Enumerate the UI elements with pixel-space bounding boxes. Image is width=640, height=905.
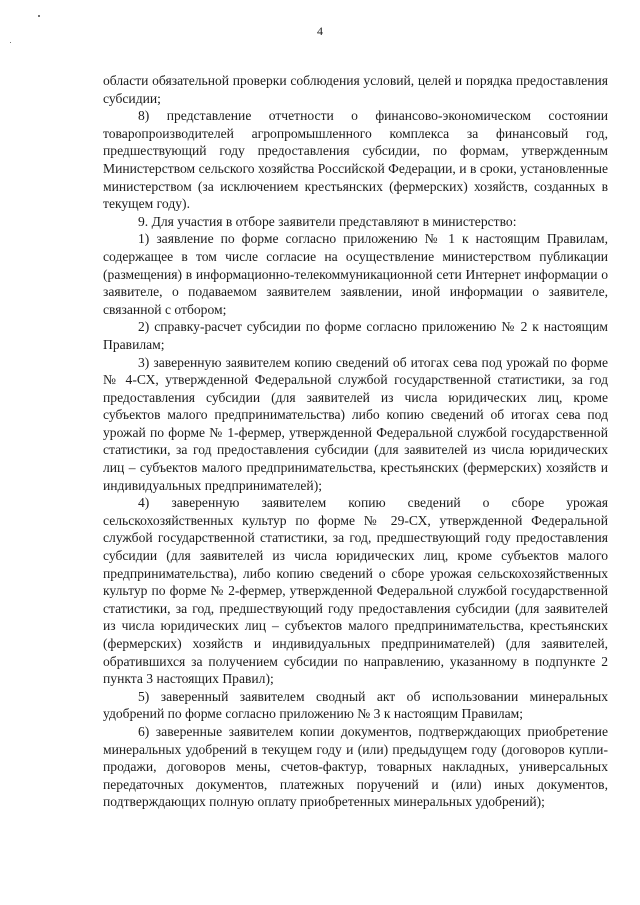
document-body [103,72,608,811]
scan-speck [38,15,40,17]
paragraph: 6) заверенные заявителем копии документов, подтверждающих приобретение минеральных удобрений в текущем году и (или) предыдущем году (договоров купли-продажи, договоров мены, счетов-фактур, товарных накладных, универсальных передаточных документов, платежных поручений и (или) иных документов, подтверждающих полную оплату приобретенных минеральных удобрений); [103,723,608,810]
paragraph: 3) заверенную заявителем копию сведений об итогах сева под урожай по форме № 4-СХ, утвержденной Федеральной службой государственной статистики, за год предоставления субсидии (для заявителей из числа юридических лиц, кроме субъектов малого предпринимательства) либо копию сведений об итогах сева под урожай по форме № 1-фермер, утвержденной Федеральной службой государственной статистики, за год предоставления субсидии (для заявителей из числа юридических лиц – субъектов малого предпринимательства, крестьянских (фермерских) хозяйств и индивидуальных предпринимателей); [103,354,608,493]
paragraph: 2) справку-расчет субсидии по форме согласно приложению № 2 к настоящим Правилам; [103,319,608,352]
paragraph: области обязательной проверки соблюдения условий, целей и порядка предоставления субсидии; [103,73,608,106]
paragraph: 5) заверенный заявителем сводный акт об использовании минеральных удобрений по форме согласно приложению № 3 к настоящим Правилам; [103,688,608,722]
scan-speck [10,42,11,43]
page-number: 4 [317,24,323,38]
paragraph: 4) заверенную заявителем копию сведений о сборе урожая сельскохозяйственных культур по форме № 29-СХ, утвержденной Федеральной службой государственной статистики, за год, предшествующий году предоставления субсидии (для заявителей из числа юридических лиц, кроме субъектов малого предпринимательства), либо копию сведений о сборе урожая сельскохозяйственных культур по форме № 2-фермер, утвержденной Федеральной службой государственной статистики, за год, предшествующий году предоставления субсидии (для заявителей из числа юридических лиц – субъектов малого предпринимательства, крестьянских (фермерских) хозяйств и индивидуальных предпринимателей) (для заявителей, обратившихся за получением субсидии по направлению, указанному в подпункте 2 пункта 3 настоящих Правил); [103,495,608,687]
paragraph: 1) заявление по форме согласно приложению № 1 к настоящим Правилам, содержащее в том числе согласие на осуществление министерством публикации (размещения) в информационно-телекоммуникационной сети Интернет информации о заявителе, о подаваемом заявителем заявлении, иной информации о заявителе, связанной с отбором; [103,231,608,317]
paragraph: 9. Для участия в отборе заявители представляют в министерство: [138,213,517,229]
paragraph: 8) представление отчетности о финансово-экономическом состоянии товаропроизводителей агропромышленного комплекса за финансовый год, предшествующий году предоставления субсидии, по формам, утвержденным Министерством сельского хозяйства Российской Федерации, и в сроки, установленные министерством (за исключением крестьянских (фермерских) хозяйств, созданных в текущем году). [103,108,608,212]
